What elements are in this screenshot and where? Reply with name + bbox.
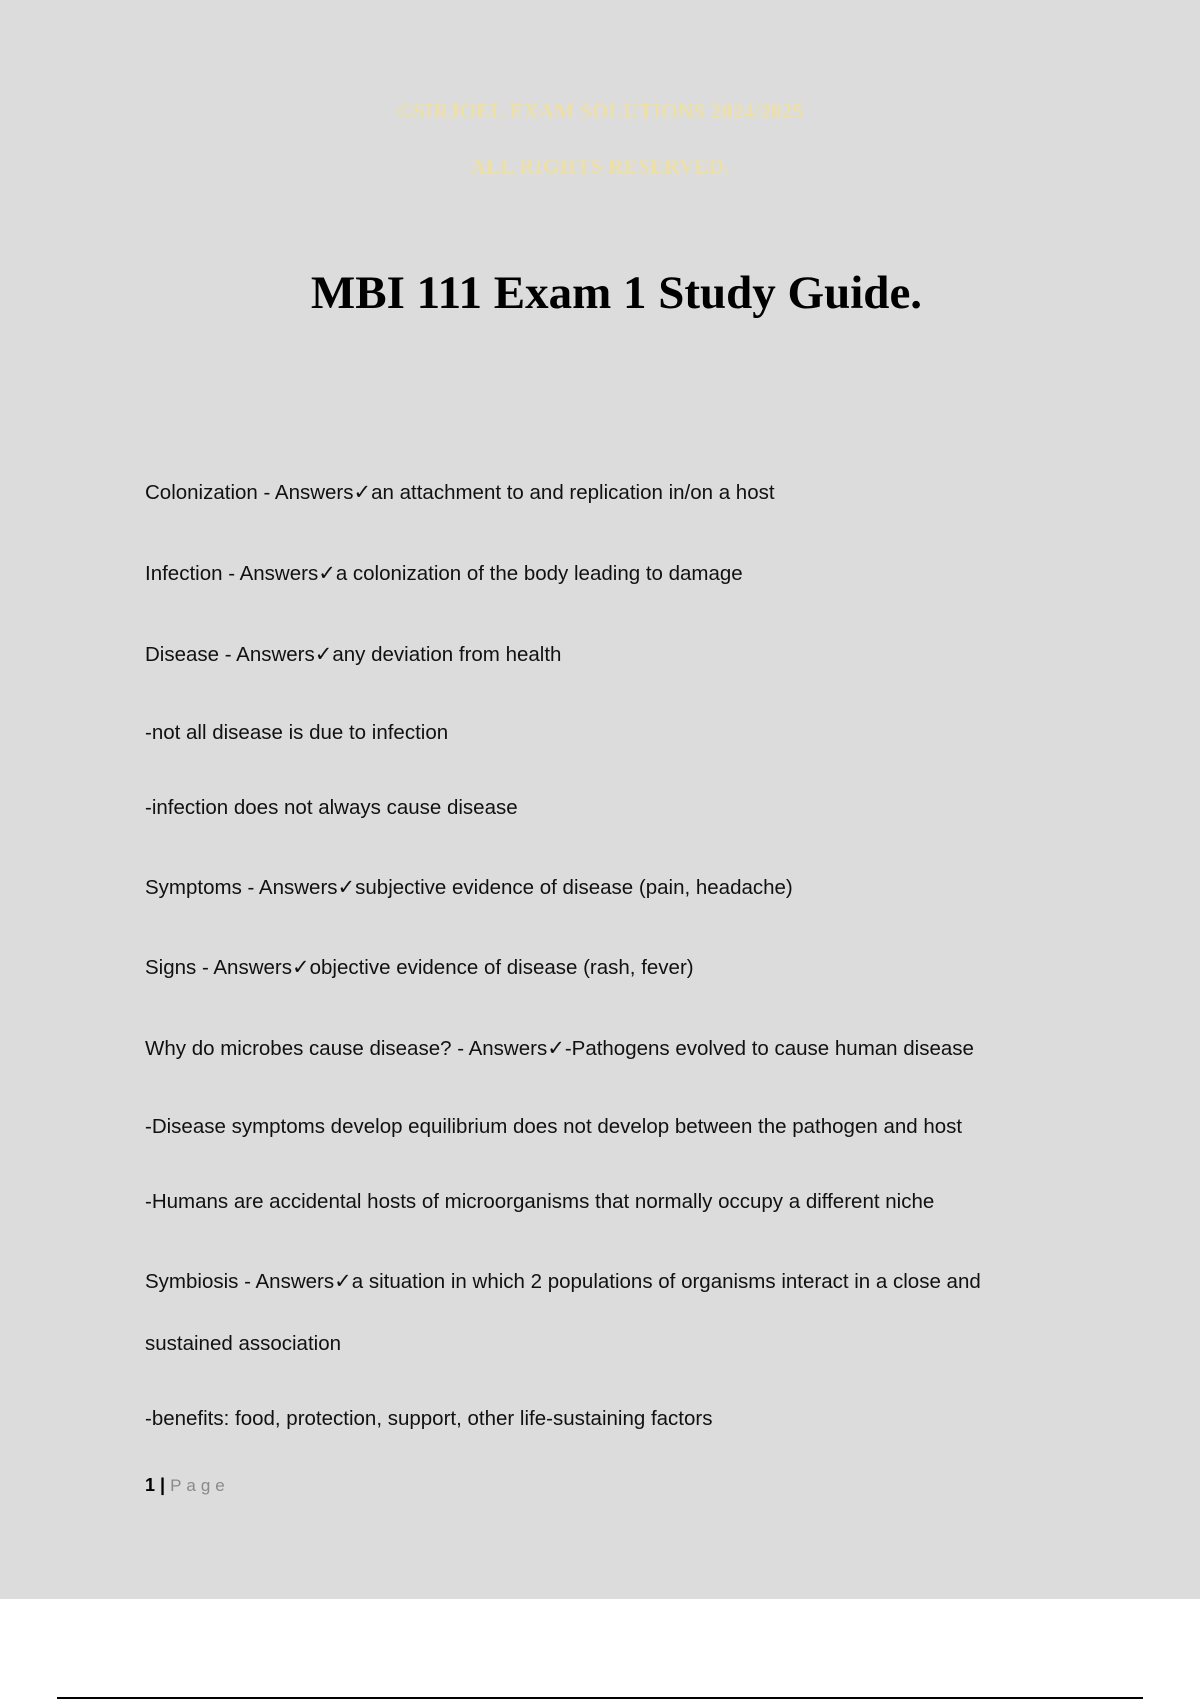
entry-answer: objective evidence of disease (rash, fever) xyxy=(309,956,694,979)
entry-why-microbes xyxy=(145,1034,1105,1063)
entry-term: Why do microbes cause disease? - Answers xyxy=(145,1037,548,1060)
entry-infection xyxy=(145,559,1105,588)
entry-term: Infection - Answers xyxy=(145,562,319,585)
entry-answer: an attachment to and replication in/on a host xyxy=(371,481,775,504)
entry-symbiosis xyxy=(145,1267,1105,1296)
entry-term: Signs - Answers xyxy=(145,956,292,979)
note-line: -Disease symptoms develop equilibrium does not develop between the pathogen and host xyxy=(145,1115,963,1138)
page-label: Page xyxy=(170,1476,230,1495)
entry-signs xyxy=(145,953,1105,982)
entry-term: Symptoms - Answers xyxy=(145,876,338,899)
watermark-copyright: ©SIRJOEL EXAM SOLUTIONS 2024/2025 xyxy=(396,99,804,123)
entry-answer: subjective evidence of disease (pain, headache) xyxy=(355,876,793,899)
note-line: -not all disease is due to infection xyxy=(145,721,449,744)
entry-disease xyxy=(145,640,1105,669)
entry-answer: a situation in which 2 populations of organisms interact in a close and xyxy=(351,1270,981,1293)
entry-symptoms xyxy=(145,873,1105,902)
check-icon: ✓ xyxy=(314,642,333,666)
check-icon: ✓ xyxy=(318,561,336,585)
check-icon: ✓ xyxy=(547,1036,565,1060)
document-title: MBI 111 Exam 1 Study Guide. xyxy=(310,267,923,319)
entry-answer: any deviation from health xyxy=(332,643,562,666)
note-line: -Humans are accidental hosts of microorganisms that normally occupy a different niche xyxy=(145,1190,935,1213)
entry-term: Disease - Answers xyxy=(145,643,315,666)
page-footer xyxy=(145,1472,230,1499)
entry-colonization xyxy=(145,478,1105,507)
footer-separator: | xyxy=(160,1475,166,1495)
page-number: 1 xyxy=(145,1475,156,1495)
next-page-rule xyxy=(57,1697,1143,1699)
note-line: -infection does not always cause disease xyxy=(145,796,518,819)
entry-answer: -Pathogens evolved to cause human disease xyxy=(564,1037,974,1060)
check-icon: ✓ xyxy=(334,1269,352,1293)
entry-term: Symbiosis - Answers xyxy=(145,1270,335,1293)
entry-term: Colonization - Answers xyxy=(145,481,354,504)
check-icon: ✓ xyxy=(353,480,372,504)
check-icon: ✓ xyxy=(291,955,310,979)
watermark-rights: ALL RIGHTS RESERVED. xyxy=(470,154,730,178)
entry-answer: a colonization of the body leading to damage xyxy=(335,562,743,585)
check-icon: ✓ xyxy=(337,875,356,899)
continuation-line: sustained association xyxy=(145,1332,342,1355)
note-line: -benefits: food, protection, support, other life-sustaining factors xyxy=(145,1407,713,1430)
